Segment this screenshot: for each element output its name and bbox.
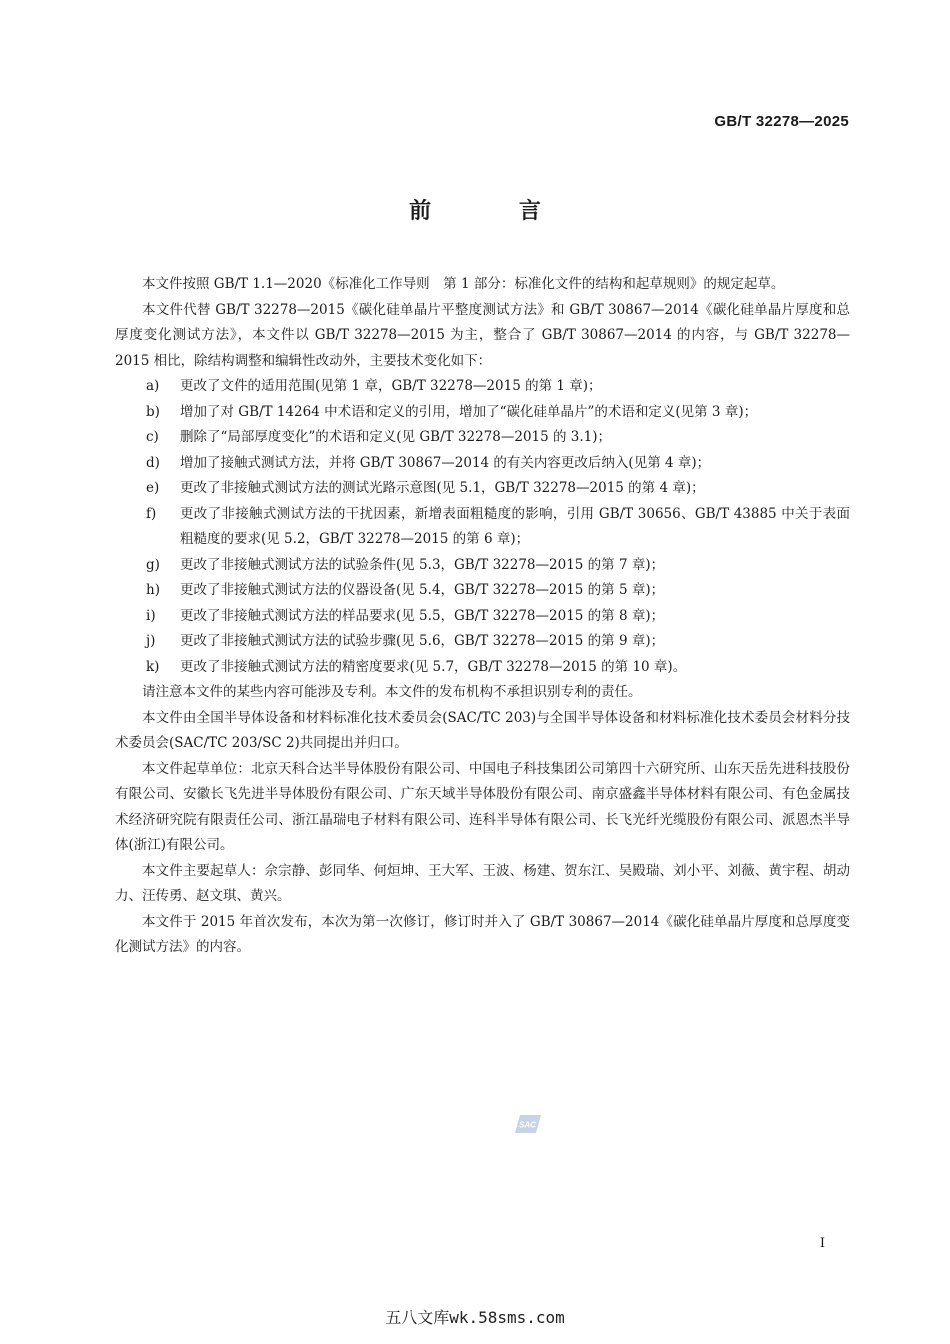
item-marker: c) xyxy=(146,429,159,445)
change-item xyxy=(115,374,850,400)
foreword-body xyxy=(115,272,850,961)
change-item xyxy=(115,451,850,477)
item-text: 删除了“局部厚度变化”的术语和定义(见 GB/T 32278—2015 的 3.1)； xyxy=(180,429,612,445)
change-item xyxy=(115,400,850,426)
change-item xyxy=(115,655,850,681)
site-watermark: 五八文库wk.58sms.com xyxy=(385,1308,565,1327)
paragraph-patent-notice: 请注意本文件的某些内容可能涉及专利。本文件的发布机构不承担识别专利的责任。 xyxy=(142,684,642,700)
change-item xyxy=(115,425,850,451)
change-item xyxy=(115,553,850,579)
item-text: 更改了文件的适用范围(见第 1 章，GB/T 32278—2015 的第 1 章)； xyxy=(180,378,602,394)
paragraph-proposer: 本文件由全国半导体设备和材料标准化技术委员会(SAC/TC 203)与全国半导体设备和材料标准化技术委员会材料分技术委员会(SAC/TC 203/SC 2)共同提出并归口。 xyxy=(115,709,850,751)
item-text: 更改了非接触式测试方法的仪器设备(见 5.4，GB/T 32278—2015 的第 5 章)； xyxy=(180,582,665,598)
standard-number: GB/T 32278—2025 xyxy=(714,113,849,130)
item-marker: k) xyxy=(146,658,160,675)
change-item xyxy=(115,578,850,604)
paragraph-drafting-rules: 本文件按照 GB/T 1.1—2020《标准化工作导则 第 1 部分：标准化文件的结构和起草规则》的规定起草。 xyxy=(142,276,785,292)
item-text: 更改了非接触式测试方法的精密度要求(见 5.7，GB/T 32278—2015 的第 10 章)。 xyxy=(180,658,687,675)
item-text: 增加了对 GB/T 14264 中术语和定义的引用，增加了“碳化硅单晶片”的术语和定义(见第 3 章)； xyxy=(180,403,758,420)
page-title: 前 言 xyxy=(409,199,581,224)
item-marker: b) xyxy=(146,403,160,420)
change-item xyxy=(115,604,850,630)
item-marker: h) xyxy=(146,582,160,598)
item-text: 更改了非接触式测试方法的试验步骤(见 5.6，GB/T 32278—2015 的第 9 章)； xyxy=(180,633,665,649)
logo-text: SAC xyxy=(519,1120,536,1130)
paragraph-history: 本文件于 2015 年首次发布，本次为第一次修订，修订时并入了 GB/T 30867—2014《碳化硅单晶片厚度和总厚度变化测试方法》的内容。 xyxy=(115,913,850,955)
item-text: 更改了非接触式测试方法的测试光路示意图(见 5.1，GB/T 32278—2015 的第 4 章)； xyxy=(180,480,705,496)
paragraph-drafting-units: 本文件起草单位：北京天科合达半导体股份有限公司、中国电子科技集团公司第四十六研究所、山东天岳先进科技股份有限公司、安徽长飞先进半导体股份有限公司、广东天域半导体股份有限公司、南京盛鑫半导体材料有限公司、有色金属技术经济研究院有限责任公司、浙江晶瑞电子材料有限公司、连科半导体有限公司、长飞光纤光缆股份有限公司、派恩杰半导体(浙江)有限公司。 xyxy=(115,760,850,853)
item-marker: j) xyxy=(146,633,156,649)
item-text: 增加了接触式测试方法，并将 GB/T 30867—2014 的有关内容更改后纳入(见第 4 章)； xyxy=(180,454,711,471)
item-marker: g) xyxy=(146,556,160,573)
page-number: I xyxy=(819,1236,825,1251)
change-item xyxy=(115,476,850,502)
item-text: 更改了非接触式测试方法的干扰因素，新增表面粗糙度的影响，引用 GB/T 30656、GB/T 43885 中关于表面粗糙度的要求(见 5.2，GB/T 32278—2015 的第 6 章)； xyxy=(180,505,850,547)
item-marker: a) xyxy=(146,378,160,394)
item-text: 更改了非接触式测试方法的样品要求(见 5.5，GB/T 32278—2015 的第 8 章)； xyxy=(180,607,665,624)
sac-logo-icon xyxy=(514,1114,542,1134)
change-item xyxy=(115,629,850,655)
change-item xyxy=(115,502,850,553)
item-text: 更改了非接触式测试方法的试验条件(见 5.3，GB/T 32278—2015 的第 7 章)； xyxy=(180,556,665,573)
item-marker: i) xyxy=(146,607,156,624)
paragraph-replacement: 本文件代替 GB/T 32278—2015《碳化硅单晶片平整度测试方法》和 GB/T 30867—2014《碳化硅单晶片厚度和总厚度变化测试方法》，本文件以 GB/T 32278—2015 为主，整合了 GB/T 30867—2014 的内容，与 GB/T 32278—2015 相比，除结构调整和编辑性改动外，主要技术变化如下： xyxy=(115,301,850,369)
item-marker: e) xyxy=(146,480,160,496)
item-marker: d) xyxy=(146,454,160,471)
item-marker: f) xyxy=(146,505,157,522)
paragraph-drafters: 本文件主要起草人：佘宗静、彭同华、何烜坤、王大军、王波、杨建、贺东江、吴殿瑞、刘小平、刘薇、黄宇程、胡动力、汪传勇、赵文琪、黄兴。 xyxy=(115,862,850,904)
